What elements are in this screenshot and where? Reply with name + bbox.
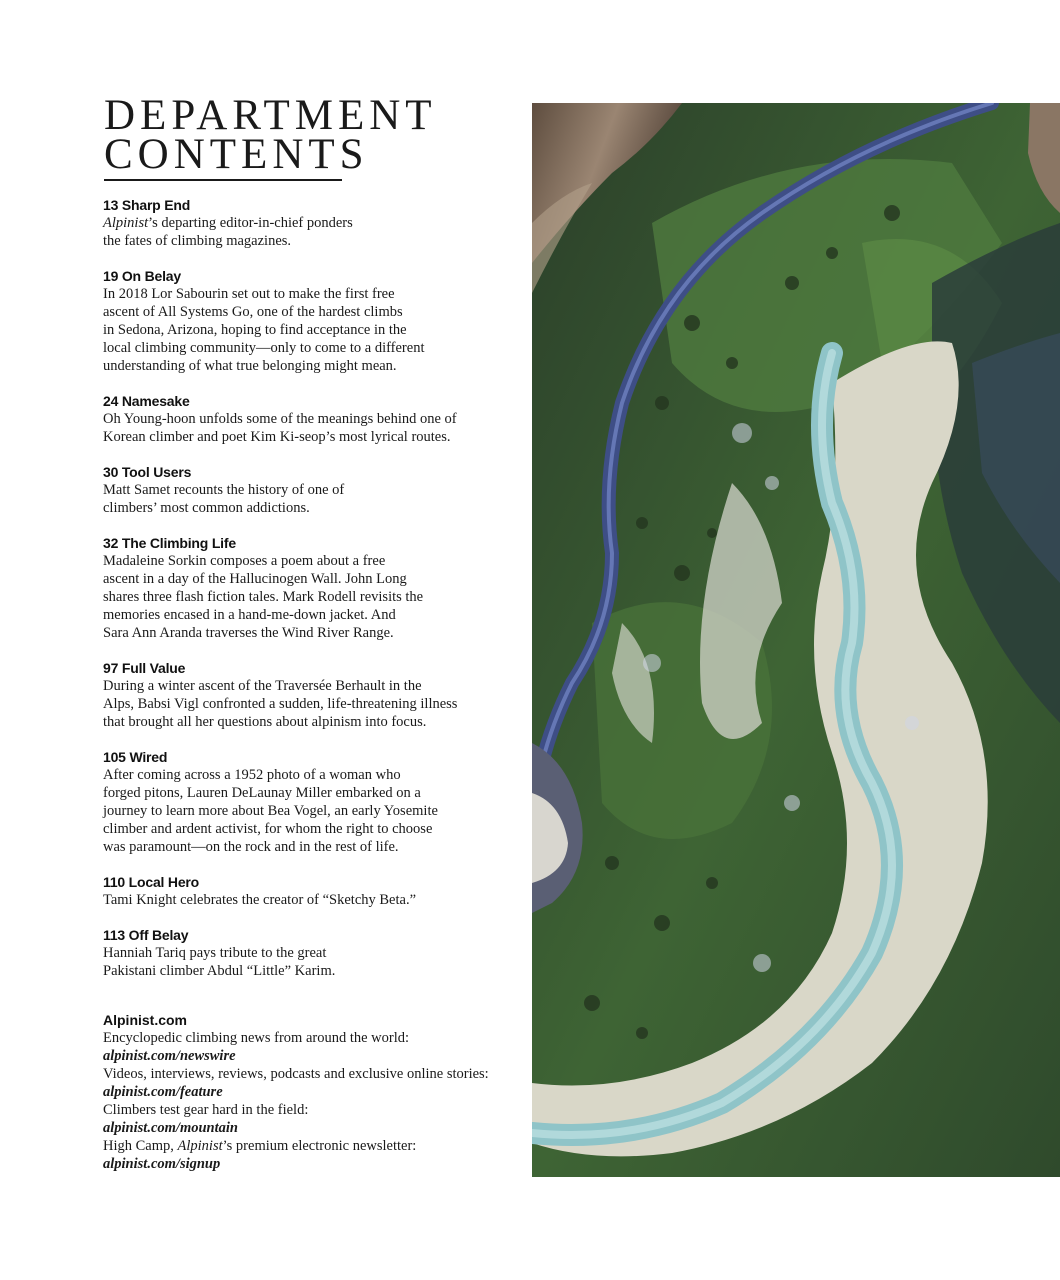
- contents-list: [103, 196, 503, 1173]
- entry-description-line: journey to learn more about Bea Vogel, an early Yosemite: [103, 803, 438, 819]
- entry-heading[interactable]: 97 Full Value: [103, 660, 186, 676]
- entry-heading[interactable]: 19 On Belay: [103, 268, 181, 284]
- entry-description-line: local climbing community—only to come to a different: [103, 340, 425, 356]
- entry-climbing-life: [103, 534, 503, 642]
- entry-description-line: ascent in a day of the Hallucinogen Wall. John Long: [103, 571, 407, 587]
- entry-description-line: During a winter ascent of the Traversée Berhault in the: [103, 678, 422, 694]
- entry-description-line: memories encased in a hand-me-down jacket. And: [103, 607, 396, 623]
- newswire-description: Encyclopedic climbing news from around the world:: [103, 1030, 410, 1046]
- entry-off-belay: [103, 926, 503, 980]
- entry-namesake: [103, 392, 503, 446]
- entry-wired: [103, 748, 503, 856]
- magazine-name: Alpinist: [103, 215, 149, 231]
- entry-sharp-end: [103, 196, 503, 250]
- entry-description: [103, 410, 503, 446]
- entry-description: [103, 891, 503, 909]
- entry-heading[interactable]: 30 Tool Users: [103, 464, 192, 480]
- signup-link[interactable]: alpinist.com/signup: [103, 1156, 221, 1172]
- entry-description-line: Matt Samet recounts the history of one of: [103, 482, 345, 498]
- entry-description-line: Pakistani climber Abdul “Little” Karim.: [103, 963, 336, 979]
- aerial-canyon-illustration: [532, 103, 1060, 1177]
- entry-description-line: After coming across a 1952 photo of a woman who: [103, 767, 401, 783]
- entry-description-line: Sara Ann Aranda traverses the Wind River Range.: [103, 625, 394, 641]
- gear-description: Climbers test gear hard in the field:: [103, 1102, 309, 1118]
- entry-description-line: Oh Young-hoon unfolds some of the meanings behind one of: [103, 411, 457, 427]
- entry-description: [103, 214, 503, 250]
- entry-description-line: climber and ardent activist, for whom the right to choose: [103, 821, 433, 837]
- newswire-link[interactable]: alpinist.com/newswire: [103, 1048, 236, 1064]
- entry-tool-users: [103, 463, 503, 517]
- entry-description-line: shares three flash fiction tales. Mark Rodell revisits the: [103, 589, 424, 605]
- entry-description-line: Alps, Babsi Vigl confronted a sudden, life-threatening illness: [103, 696, 458, 712]
- entry-description: [103, 944, 503, 980]
- entry-description-line: ’s departing editor-in-chief ponders: [148, 215, 353, 231]
- website-section: [103, 1011, 503, 1173]
- entry-description: [103, 552, 503, 642]
- entry-description: [103, 677, 503, 731]
- entry-description-line: ascent of All Systems Go, one of the hardest climbs: [103, 304, 403, 320]
- feature-description: Videos, interviews, reviews, podcasts and exclusive online stories:: [103, 1066, 489, 1082]
- entry-description-line: in Sedona, Arizona, hoping to find acceptance in the: [103, 322, 407, 338]
- entry-on-belay: [103, 267, 503, 375]
- entry-description-line: Hanniah Tariq pays tribute to the great: [103, 945, 327, 961]
- magazine-name: Alpinist: [177, 1138, 223, 1154]
- entry-heading[interactable]: 105 Wired: [103, 749, 168, 765]
- entry-description-line: Korean climber and poet Kim Ki-seop’s most lyrical routes.: [103, 429, 451, 445]
- mountain-link[interactable]: alpinist.com/mountain: [103, 1120, 238, 1136]
- entry-full-value: [103, 659, 503, 731]
- entry-description-line: Tami Knight celebrates the creator of “Sketchy Beta.”: [103, 892, 417, 908]
- entry-heading[interactable]: 24 Namesake: [103, 393, 190, 409]
- entry-description-line: was paramount—on the rock and in the rest of life.: [103, 839, 399, 855]
- aerial-canyon-photo: [532, 103, 1060, 1177]
- entry-description-line: understanding of what true belonging might mean.: [103, 358, 397, 374]
- entry-description-line: the fates of climbing magazines.: [103, 233, 292, 249]
- page-title: [104, 92, 437, 178]
- entry-heading[interactable]: 13 Sharp End: [103, 197, 191, 213]
- entry-description-line: In 2018 Lor Sabourin set out to make the first free: [103, 286, 395, 302]
- title-rule: [104, 179, 342, 181]
- entry-description: [103, 285, 503, 375]
- entry-description-line: that brought all her questions about alpinism into focus.: [103, 714, 427, 730]
- entry-description-line: climbers’ most common addictions.: [103, 500, 310, 516]
- title-line-2: CONTENTS: [104, 131, 369, 178]
- title-line-1: DEPARTMENT: [104, 92, 437, 139]
- entry-description: [103, 766, 503, 856]
- entry-description-line: forged pitons, Lauren DeLaunay Miller embarked on a: [103, 785, 421, 801]
- entry-heading[interactable]: 110 Local Hero: [103, 874, 200, 890]
- entry-local-hero: [103, 873, 503, 909]
- feature-link[interactable]: alpinist.com/feature: [103, 1084, 223, 1100]
- newsletter-description: High Camp, Alpinist’s premium electronic newsletter:: [103, 1138, 417, 1154]
- entry-heading[interactable]: 32 The Climbing Life: [103, 535, 236, 551]
- entry-description-line: Madaleine Sorkin composes a poem about a free: [103, 553, 386, 569]
- website-heading: Alpinist.com: [103, 1012, 188, 1028]
- entry-heading[interactable]: 113 Off Belay: [103, 927, 189, 943]
- entry-description: [103, 481, 503, 517]
